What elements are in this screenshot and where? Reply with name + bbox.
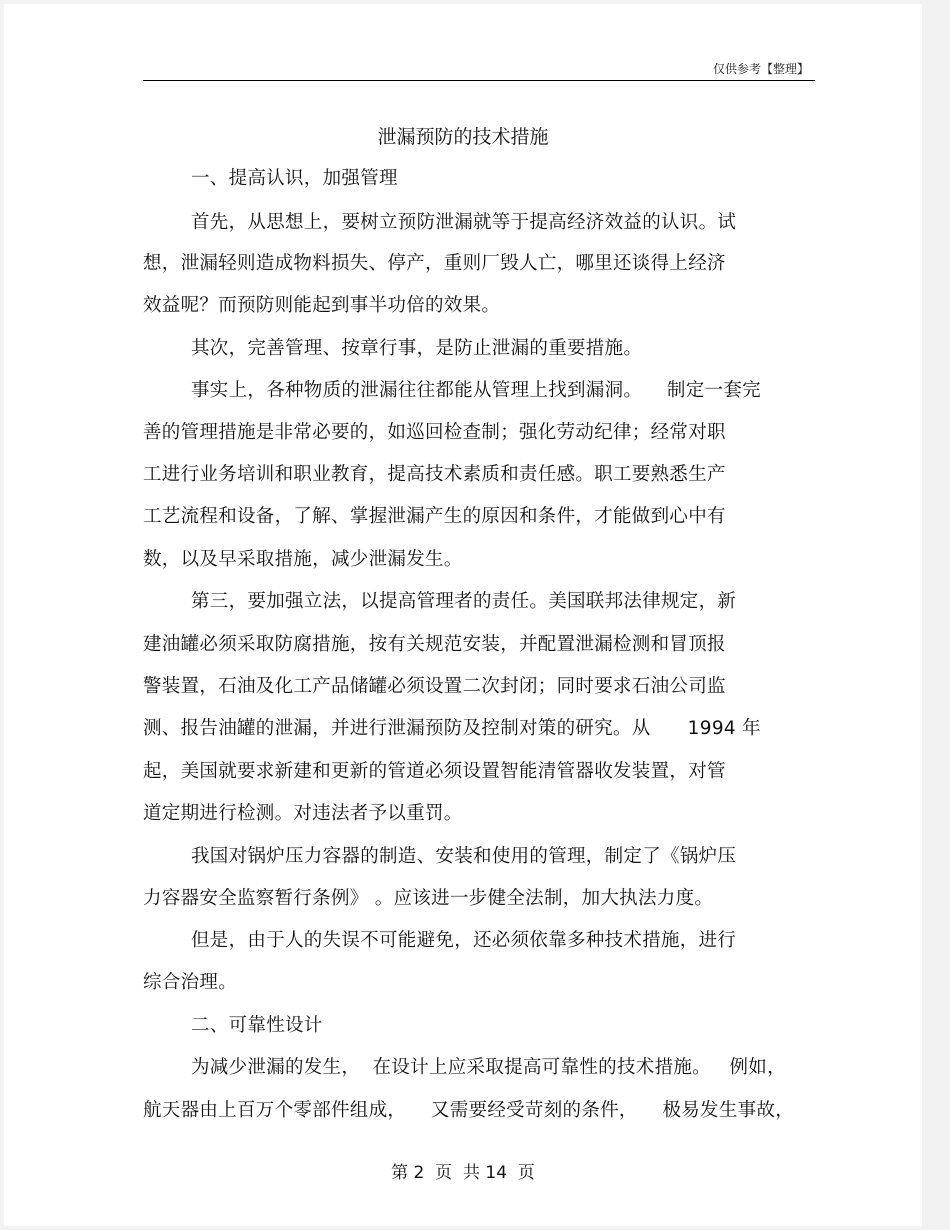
text-line: 警装置，石油及化工产品储罐必须设置二次封闭；同时要求石油公司监 [143, 676, 726, 697]
text-line: 力容器安全监察暂行条例》 。应该进一步健全法制，加大执法力度。 [143, 888, 714, 909]
text-line: 建油罐必须采取防腐措施，按有关规范安装，并配置泄漏检测和冒顶报 [143, 634, 726, 655]
page-header: 仅供参考【整理】 [712, 62, 809, 76]
text-line: 第三，要加强立法，以提高管理者的责任。美国联邦法律规定，新 [191, 591, 737, 612]
text-line: 航天器由上百万个零部件组成， 又需要经受苛刻的条件， 极易发生事故， [143, 1100, 795, 1121]
text-line: 我国对锅炉压力容器的制造、安装和使用的管理，制定了《锅炉压 [191, 846, 737, 867]
text-line: 其次，完善管理、按章行事，是防止泄漏的重要措施。 [191, 338, 643, 359]
text-line: 但是，由于人的失误不可能避免，还必须依靠多种技术措施，进行 [191, 930, 737, 951]
section-heading: 一、提高认识，加强管理 [191, 168, 398, 189]
text-line: 起，美国就要求新建和更新的管道必须设置智能清管器收发装置，对管 [143, 761, 726, 782]
text-line: 想，泄漏轻则造成物料损失、停产，重则厂毁人亡，哪里还谈得上经济 [143, 253, 726, 274]
page-footer: 第 2 页 共 14 页 [391, 1163, 535, 1183]
document-title: 泄漏预防的技术措施 [377, 126, 549, 148]
text-line: 工进行业务培训和职业教育，提高技术素质和责任感。职工要熟悉生产 [143, 464, 726, 485]
document-page [4, 4, 922, 1226]
text-line: 数，以及早采取措施，减少泄漏发生。 [143, 549, 463, 570]
text-line: 事实上，各种物质的泄漏往往都能从管理上找到漏洞。 制定一套完 [191, 380, 761, 401]
header-rule [143, 80, 815, 81]
text-line: 为减少泄漏的发生， 在设计上应采取提高可靠性的技术措施。 例如， [191, 1057, 786, 1078]
section-heading: 二、可靠性设计 [191, 1015, 323, 1036]
text-line: 首先，从思想上，要树立预防泄漏就等于提高经济效益的认识。试 [191, 212, 737, 233]
text-line: 道定期进行检测。对违法者予以重罚。 [143, 803, 463, 824]
text-line: 工艺流程和设备，了解、掌握泄漏产生的原因和条件，才能做到心中有 [143, 506, 726, 527]
text-line: 善的管理措施是非常必要的，如巡回检查制；强化劳动纪律；经常对职 [143, 422, 726, 443]
text-line: 效益呢？而预防则能起到事半功倍的效果。 [143, 295, 501, 316]
text-line: 测、报告油罐的泄漏，并进行泄漏预防及控制对策的研究。从 1994 年 [143, 718, 761, 739]
text-line: 综合治理。 [143, 972, 238, 993]
